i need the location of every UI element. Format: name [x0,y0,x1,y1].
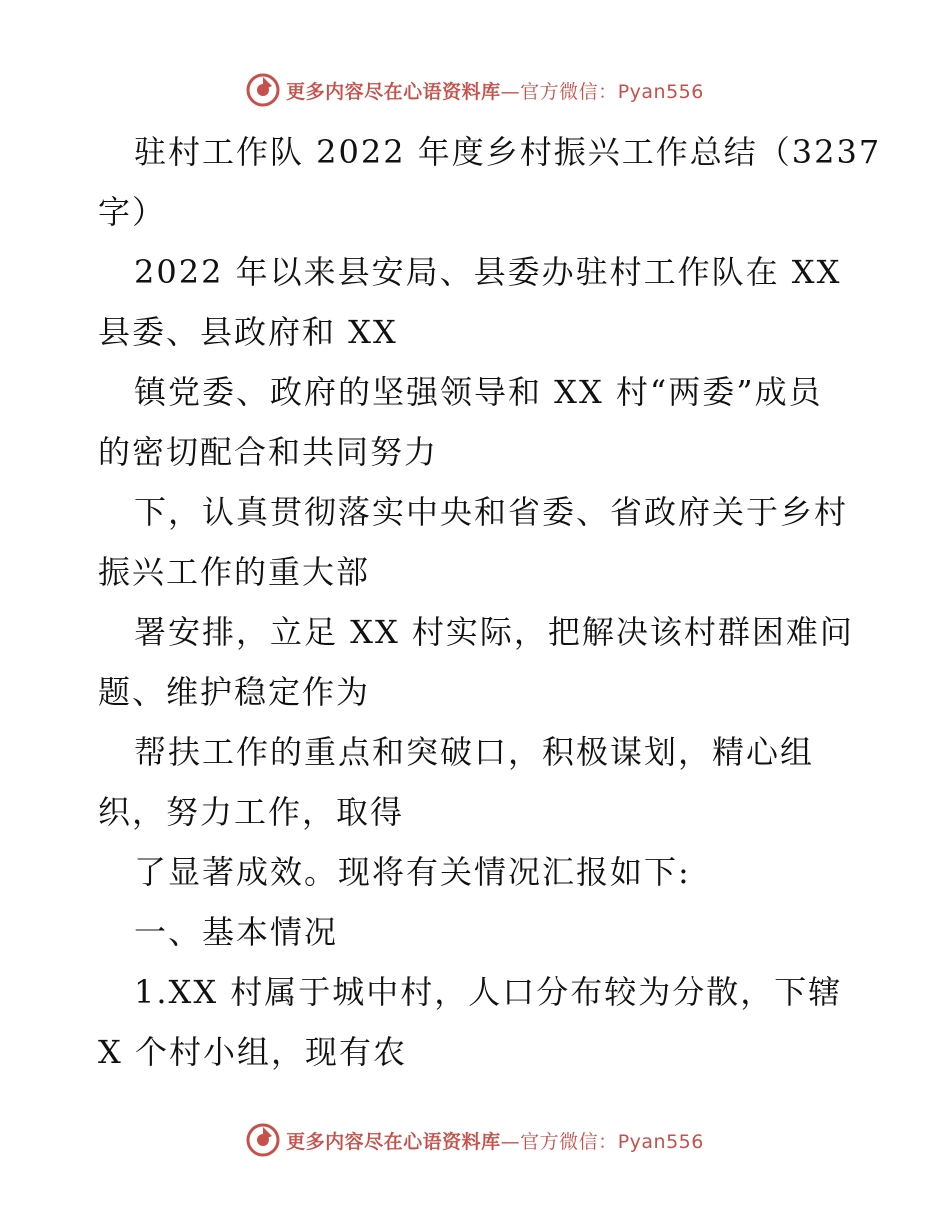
seal-logo-icon [246,73,280,107]
section-heading: 一、基本情况 [134,913,339,951]
paragraph-line: 1.XX 村属于城中村，人口分布较为分散，下辖 [134,973,843,1011]
title-line-2: 字） [98,193,167,231]
banner-separator: — [500,80,521,103]
title-line-1: 驻村工作队 2022 年度乡村振兴工作总结（3237 [134,133,882,171]
banner-wechat-id: Pyan556 [617,80,704,103]
banner-wechat-id: Pyan556 [617,1130,704,1153]
banner-wechat-label: 官方微信： [520,1130,618,1153]
paragraph-line: 织，努力工作，取得 [98,793,405,831]
banner-separator: — [500,1130,521,1153]
banner-wechat-label: 官方微信： [520,80,618,103]
footer-banner [0,1120,950,1160]
paragraph-line: 题、维护稳定作为 [98,673,371,711]
paragraph-line: 帮扶工作的重点和突破口，积极谋划，精心组 [134,733,815,771]
document-body [98,122,882,1082]
paragraph-line: 镇党委、政府的坚强领导和 XX 村“两委”成员 [134,373,823,411]
banner-text [286,1127,704,1154]
paragraph-line: 署安排，立足 XX 村实际，把解决该村群困难问 [134,613,854,651]
paragraph-line: 的密切配合和共同努力 [98,433,439,471]
paragraph-line: 2022 年以来县安局、县委办驻村工作队在 XX [134,253,842,291]
paragraph-line: 县委、县政府和 XX [98,313,398,351]
paragraph-line: 了显著成效。现将有关情况汇报如下: [134,853,691,891]
banner-lead: 更多内容尽在心语资料库 [286,80,501,103]
paragraph-line: 下，认真贯彻落实中央和省委、省政府关于乡村 [134,493,849,531]
seal-logo-icon [246,1123,280,1157]
banner-text [286,77,704,104]
paragraph-line: X 个村小组，现有农 [98,1033,407,1071]
paragraph-line: 振兴工作的重大部 [98,553,371,591]
banner-lead: 更多内容尽在心语资料库 [286,1130,501,1153]
header-banner [0,70,950,110]
